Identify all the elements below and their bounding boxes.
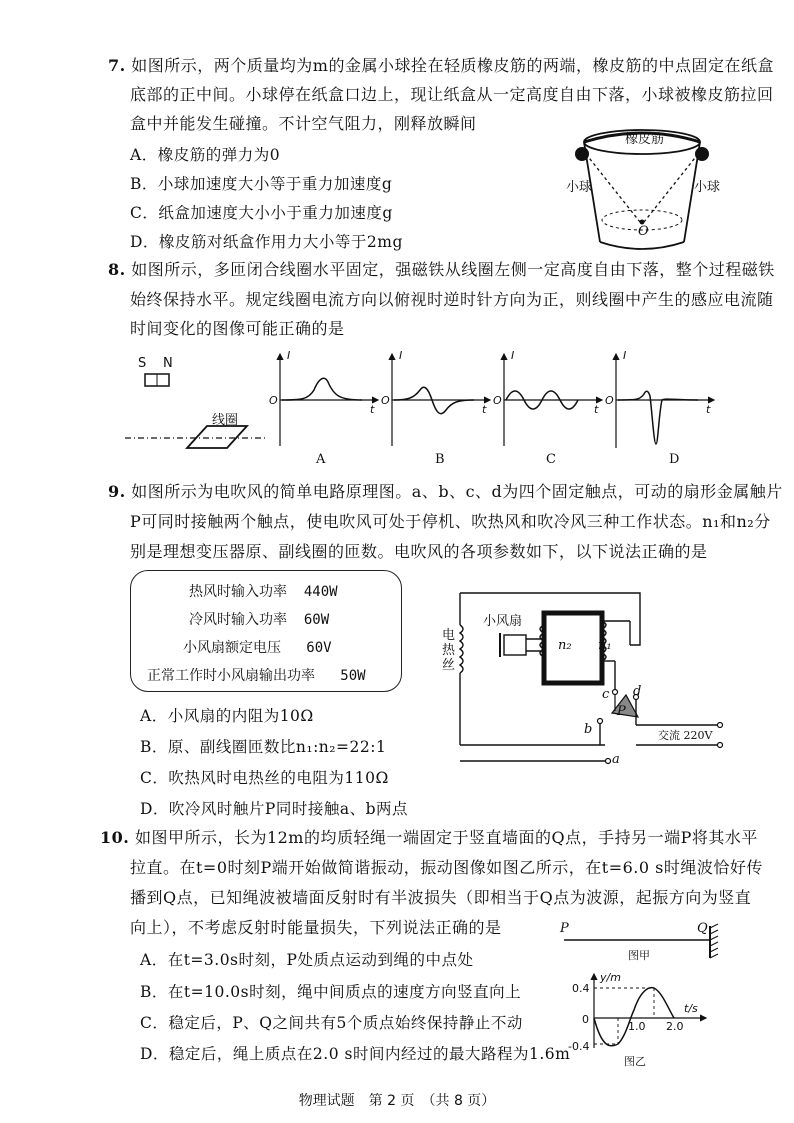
q10-line2: 拉直。在t=0时刻P端开始做简谐振动，振动图像如图乙所示，在t=6.0 s时绳波恰好传: [130, 858, 763, 877]
graph-b-origin: O: [381, 394, 390, 407]
param-row-3: 小风扇额定电压 60V: [183, 640, 332, 656]
q8-line3: 时间变化的图像可能正确的是: [130, 319, 345, 338]
q7-number: 7.: [108, 56, 126, 75]
contact-d-label: d: [633, 684, 642, 699]
graph2-xlabel: t/s: [684, 1002, 698, 1015]
graph2-ybottom: -0.4: [568, 1040, 590, 1053]
fan-motor-icon: [504, 635, 526, 655]
q9-line1-text: 如图所示为电吹风的简单电路原理图。a、b、c、d为四个固定触点，可动的扇形金属触片: [131, 482, 783, 501]
graph-b-axis-t: t: [482, 403, 487, 416]
q9-number: 9.: [108, 482, 126, 501]
contact-p-label: P: [617, 704, 626, 719]
q7-point-o: O: [638, 224, 649, 239]
q7-option-c: C．纸盒加速度大小小于重力加速度g: [130, 204, 393, 222]
heater-label: 电热丝: [442, 628, 456, 673]
graph2-ytop: 0.4: [572, 982, 590, 995]
q10-option-c: C．稳定后，P、Q之间共有5个质点始终保持静止不动: [140, 1014, 523, 1032]
q8-line1: [108, 260, 775, 280]
q10-line1-text: 如图甲所示，长为12m的均质轻绳一端固定于竖直墙面的Q点，手持另一端P将其水平: [134, 828, 758, 847]
q9-option-c: C．吹热风时电热丝的电阻为110Ω: [140, 769, 389, 787]
heater-coil-icon: [460, 625, 463, 673]
q7-line2: 底部的正中间。小球停在纸盒口边上，现让纸盒从一定高度自由下落，小球被橡皮筋拉回: [130, 85, 774, 104]
q7-option-a: A．橡皮筋的弹力为0: [130, 146, 281, 164]
rope-q-label: Q: [697, 921, 708, 936]
n1-label: n₁: [598, 638, 612, 653]
graph-c-axis-t: t: [594, 403, 599, 416]
graph-d-axis-t: t: [706, 403, 711, 416]
q7-ball-left-label: 小球: [566, 180, 593, 195]
graph-a-axis-i: I: [287, 349, 291, 362]
graph2-x2: 2.0: [666, 1020, 684, 1033]
graph-a-origin: O: [269, 394, 278, 407]
q7-line3: 盒中并能发生碰撞。不计空气阻力，刚释放瞬间: [130, 114, 477, 133]
contact-b-label: b: [584, 722, 593, 737]
q7-option-d: D．橡皮筋对纸盒作用力大小等于2mg: [130, 233, 403, 251]
q9-params-box: [130, 570, 402, 692]
q10-line4: 向上），不考虑反射时能量损失，下列说法正确的是: [130, 918, 502, 937]
param-row-2: 冷风时输入功率 60W: [189, 612, 330, 628]
fig2-caption: 图乙: [624, 1055, 646, 1068]
magnet-n-label: N: [163, 356, 173, 371]
q7-band-label: 橡皮筋: [625, 132, 665, 147]
fig1-caption: 图甲: [628, 949, 650, 962]
q9-option-d: D．吹冷风时触片P同时接触a、b两点: [140, 800, 409, 818]
graph2-x1: 1.0: [628, 1020, 646, 1033]
q8-graph-d: [606, 352, 718, 452]
q10-line3: 播到Q点，已知绳波被墙面反射时有半波损失（即相当于Q点为波源，起振方向为竖直: [130, 888, 752, 907]
fan-label: 小风扇: [483, 614, 523, 629]
q9-line2: P可同时接触两个触点，使电吹风可处于停机、吹热风和吹冷风三种工作状态。n₁和n₂分: [130, 512, 771, 531]
q8-graph-c: [494, 352, 606, 448]
source-label: 交流 220V: [658, 729, 713, 742]
q8-line1-text: 如图所示，多匝闭合线圈水平固定，强磁铁从线圈左侧一定高度自由下落，整个过程磁铁: [131, 260, 775, 279]
q8-number: 8.: [108, 260, 126, 279]
q8-graph-b: [382, 352, 494, 448]
rope-p-label: P: [560, 921, 569, 936]
graph-d-origin: O: [605, 394, 614, 407]
graph2-ylabel: y/m: [600, 971, 621, 984]
q7-ball-right-label: 小球: [694, 180, 721, 195]
page-footer: 物理试题 第 2 页 （共 8 页）: [298, 1093, 496, 1109]
q9-line1: [108, 482, 783, 502]
wall-hatch-icon: [710, 924, 718, 958]
contact-a-label: a: [612, 752, 620, 767]
graph-b-caption: B: [435, 452, 445, 467]
graph-d-caption: D: [669, 452, 680, 467]
transformer-core-icon: [544, 613, 602, 683]
ball-right-icon: [695, 147, 709, 161]
q7-option-b: B．小球加速度大小等于重力加速度g: [130, 175, 393, 193]
q10-option-a: A．在t=3.0s时刻，P处质点运动到绳的中点处: [140, 951, 474, 969]
magnet-s-label: S: [138, 356, 147, 371]
graph-b-axis-i: I: [399, 349, 403, 362]
q10-line1: [100, 828, 758, 848]
graph2-zero: 0: [582, 1013, 589, 1026]
param-row-1: 热风时输入功率 440W: [189, 584, 338, 600]
n2-label: n₂: [558, 638, 572, 653]
graph-d-axis-i: I: [623, 349, 627, 362]
q8-line2: 始终保持水平。规定线圈电流方向以俯视时逆时针方向为正，则线圈中产生的感应电流随: [130, 290, 774, 309]
graph-c-origin: O: [493, 394, 502, 407]
q9-option-b: B．原、副线圈匝数比n₁:n₂=22:1: [140, 738, 387, 756]
q7-line1-text: 如图所示，两个质量均为m的金属小球拴在轻质橡皮筋的两端，橡皮筋的中点固定在纸盒: [131, 56, 774, 75]
q10-option-b: B．在t=10.0s时刻，绳中间质点的速度方向竖直向上: [140, 983, 522, 1001]
q9-option-a: A．小风扇的内阻为10Ω: [140, 707, 314, 725]
graph-a-axis-t: t: [370, 403, 375, 416]
param-row-4: 正常工作时小风扇输出功率 50W: [147, 668, 366, 684]
q8-magnet-coil-figure: [125, 370, 265, 450]
q10-option-d: D．稳定后，绳上质点在2.0 s时间内经过的最大路程为1.6m: [140, 1045, 571, 1063]
q8-graph-a: [270, 352, 382, 448]
graph-a-caption: A: [316, 452, 326, 467]
graph-c-axis-i: I: [511, 349, 515, 362]
q7-line1: [108, 56, 774, 76]
graph-c-caption: C: [546, 452, 556, 467]
coil-label: 线圈: [212, 413, 239, 428]
q10-number: 10.: [100, 828, 130, 847]
contact-c-label: c: [602, 687, 610, 702]
ball-left-icon: [575, 147, 589, 161]
q9-line3: 别是理想变压器原、副线圈的匝数。电吹风的各项参数如下，以下说法正确的是: [130, 542, 708, 561]
coil-icon: [187, 426, 247, 448]
